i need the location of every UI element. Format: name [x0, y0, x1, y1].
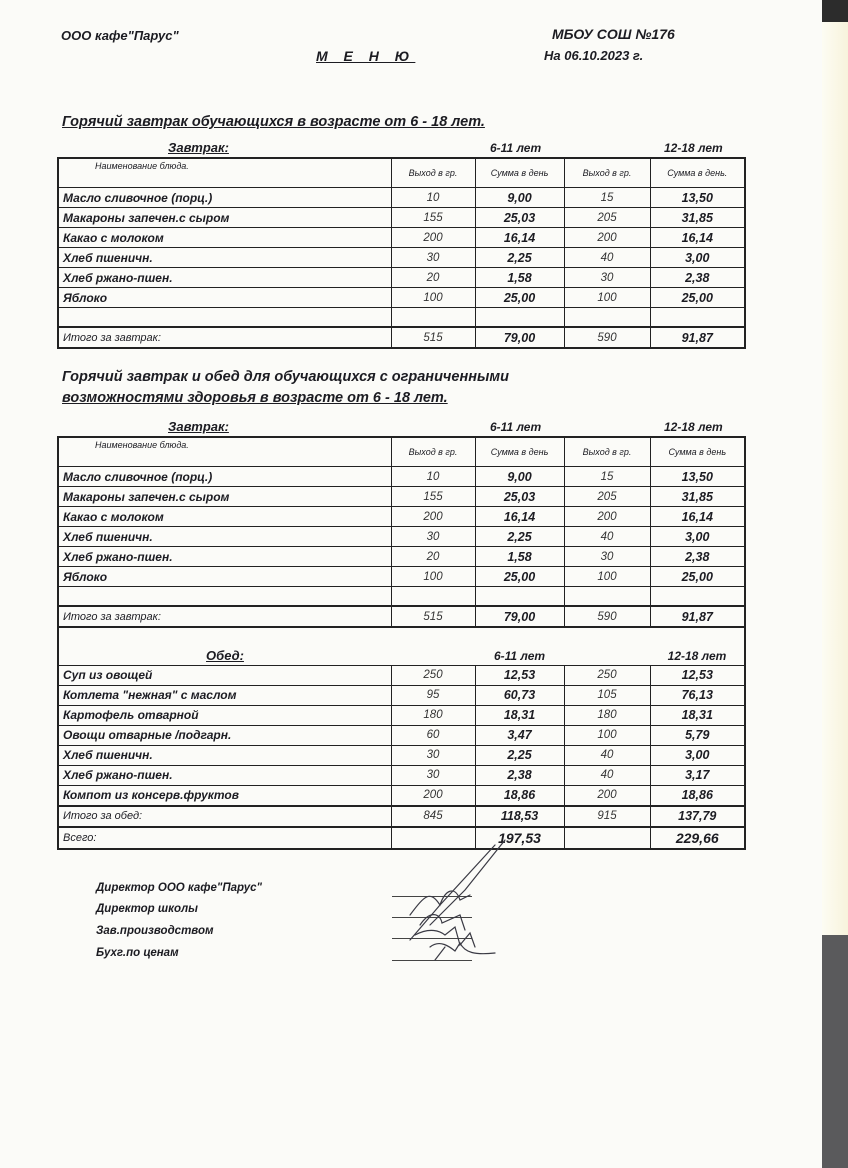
- yield-6-11: 10: [391, 188, 475, 208]
- yield-6-11: 155: [391, 487, 475, 507]
- table-row: [58, 188, 745, 208]
- grand-total-label: Всего:: [58, 827, 391, 849]
- total-sum-12-18: 91,87: [650, 327, 745, 348]
- sum-6-11: 16,14: [475, 507, 564, 527]
- sum-12-18: 18,86: [650, 785, 745, 806]
- total-yield-12-18: 590: [564, 327, 650, 348]
- yield-12-18: 100: [564, 725, 650, 745]
- table-row: [58, 665, 745, 685]
- dish-name: Макароны запечен.с сыром: [58, 208, 391, 228]
- section2-title-line2: возможностями здоровья в возрасте от 6 - 18 лет.: [62, 390, 448, 406]
- sum-6-11: 1,58: [475, 547, 564, 567]
- yield-12-18: 200: [564, 507, 650, 527]
- sum-6-11: 18,31: [475, 705, 564, 725]
- sum-12-18: 3,00: [650, 248, 745, 268]
- page-title: М Е Н Ю: [316, 48, 416, 64]
- handwritten-signature-icon: [370, 835, 510, 975]
- section1-age-group-1: 6-11 лет: [490, 141, 542, 155]
- yield-6-11: 155: [391, 208, 475, 228]
- empty-row: [58, 587, 745, 607]
- table-row: [58, 208, 745, 228]
- col-header-yield: Выход в гр.: [391, 158, 475, 188]
- sum-6-11: 16,14: [475, 228, 564, 248]
- yield-12-18: 205: [564, 208, 650, 228]
- sum-6-11: 18,86: [475, 785, 564, 806]
- col-header-sum: Сумма в день.: [650, 158, 745, 188]
- yield-6-11: 200: [391, 785, 475, 806]
- dish-name: Хлеб пшеничн.: [58, 527, 391, 547]
- signature-label-cafe-director: Директор ООО кафе"Парус": [96, 882, 262, 894]
- col-header-yield: Выход в гр.: [564, 437, 650, 467]
- dish-name: Хлеб ржано-пшен.: [58, 268, 391, 288]
- grand-total-12-18: 229,66: [650, 827, 745, 849]
- breakfast-lunch-table: [57, 436, 746, 850]
- table-row: [58, 487, 745, 507]
- sum-12-18: 3,00: [650, 527, 745, 547]
- sum-12-18: 3,00: [650, 745, 745, 765]
- yield-12-18: 40: [564, 765, 650, 785]
- dish-name: Масло сливочное (порц.): [58, 188, 391, 208]
- org-left: ООО кафе"Парус": [61, 28, 179, 43]
- sum-12-18: 16,14: [650, 507, 745, 527]
- dish-name: Хлеб пшеничн.: [58, 745, 391, 765]
- col-header-name: Наименование блюда.: [58, 158, 391, 188]
- yield-12-18: 40: [564, 248, 650, 268]
- sum-12-18: 13,50: [650, 188, 745, 208]
- section2-meal-label: Завтрак:: [168, 419, 229, 434]
- yield-12-18: 30: [564, 547, 650, 567]
- sum-6-11: 2,25: [475, 745, 564, 765]
- sum-12-18: 13,50: [650, 467, 745, 487]
- dish-name: Овощи отварные /подгарн.: [58, 725, 391, 745]
- dish-name: Яблоко: [58, 288, 391, 308]
- table-row: [58, 527, 745, 547]
- yield-6-11: 100: [391, 288, 475, 308]
- yield-6-11: 60: [391, 725, 475, 745]
- sum-6-11: 3,47: [475, 725, 564, 745]
- section1-age-group-2: 12-18 лет: [664, 141, 723, 155]
- yield-12-18: 40: [564, 527, 650, 547]
- dish-name: Хлеб ржано-пшен.: [58, 765, 391, 785]
- yield-6-11: 20: [391, 547, 475, 567]
- table-header-row: [58, 437, 745, 467]
- yield-6-11: 30: [391, 765, 475, 785]
- sum-6-11: 25,03: [475, 208, 564, 228]
- col-header-sum: Сумма в день: [475, 437, 564, 467]
- table-row: [58, 567, 745, 587]
- table-row: [58, 765, 745, 785]
- dish-name: Картофель отварной: [58, 705, 391, 725]
- sum-12-18: 31,85: [650, 208, 745, 228]
- table-row: [58, 705, 745, 725]
- total-sum-12-18: 137,79: [650, 806, 745, 827]
- col-header-sum: Сумма в день: [475, 158, 564, 188]
- yield-12-18: 15: [564, 467, 650, 487]
- yield-12-18: 205: [564, 487, 650, 507]
- dish-name: Хлеб пшеничн.: [58, 248, 391, 268]
- total-yield-12-18: 915: [564, 806, 650, 827]
- lunch-age-group-1: 6-11 лет: [475, 627, 564, 665]
- total-row: [58, 606, 745, 627]
- table-row: [58, 745, 745, 765]
- col-header-sum: Сумма в день: [650, 437, 745, 467]
- yield-6-11: 20: [391, 268, 475, 288]
- yield-6-11: 30: [391, 745, 475, 765]
- sum-12-18: 18,31: [650, 705, 745, 725]
- total-label: Итого за завтрак:: [58, 606, 391, 627]
- sum-6-11: 60,73: [475, 685, 564, 705]
- signature-label-accountant: Бухг.по ценам: [96, 947, 179, 959]
- total-sum-6-11: 79,00: [475, 606, 564, 627]
- yield-6-11: 10: [391, 467, 475, 487]
- table-row: [58, 785, 745, 806]
- sum-12-18: 25,00: [650, 288, 745, 308]
- yield-12-18: 100: [564, 288, 650, 308]
- total-label: Итого за обед:: [58, 806, 391, 827]
- section2-title-line1: Горячий завтрак и обед для обучающихся с ограниченными: [62, 369, 509, 385]
- section1-title: Горячий завтрак обучающихся в возрасте от 6 - 18 лет.: [62, 114, 485, 130]
- total-row: [58, 327, 745, 348]
- sum-6-11: 9,00: [475, 467, 564, 487]
- sum-6-11: 1,58: [475, 268, 564, 288]
- sum-6-11: 2,25: [475, 248, 564, 268]
- section2-age-group-1: 6-11 лет: [490, 420, 542, 434]
- sum-6-11: 25,00: [475, 288, 564, 308]
- col-header-yield: Выход в гр.: [564, 158, 650, 188]
- sum-12-18: 31,85: [650, 487, 745, 507]
- dish-name: Какао с молоком: [58, 507, 391, 527]
- dish-name: Яблоко: [58, 567, 391, 587]
- sum-12-18: 3,17: [650, 765, 745, 785]
- sum-6-11: 9,00: [475, 188, 564, 208]
- sum-12-18: 2,38: [650, 547, 745, 567]
- sum-12-18: 12,53: [650, 665, 745, 685]
- sum-6-11: 25,03: [475, 487, 564, 507]
- dish-name: Хлеб ржано-пшен.: [58, 547, 391, 567]
- yield-6-11: 250: [391, 665, 475, 685]
- table-row: [58, 228, 745, 248]
- sum-12-18: 76,13: [650, 685, 745, 705]
- yield-12-18: 180: [564, 705, 650, 725]
- dish-name: Макароны запечен.с сыром: [58, 487, 391, 507]
- col-header-yield: Выход в гр.: [391, 437, 475, 467]
- total-label: Итого за завтрак:: [58, 327, 391, 348]
- sum-12-18: 25,00: [650, 567, 745, 587]
- table-header-row: [58, 158, 745, 188]
- yield-6-11: 200: [391, 507, 475, 527]
- yield-12-18: 40: [564, 745, 650, 765]
- total-yield-6-11: 515: [391, 606, 475, 627]
- menu-date: На 06.10.2023 г.: [544, 48, 644, 63]
- total-yield-6-11: 845: [391, 806, 475, 827]
- table-row: [58, 725, 745, 745]
- table-row: [58, 288, 745, 308]
- table-row: [58, 685, 745, 705]
- lunch-subheader-row: [58, 627, 745, 665]
- scan-edge: [822, 0, 848, 1168]
- dish-name: Компот из консерв.фруктов: [58, 785, 391, 806]
- total-yield-12-18: 590: [564, 606, 650, 627]
- yield-6-11: 200: [391, 228, 475, 248]
- total-row: [58, 806, 745, 827]
- sum-12-18: 5,79: [650, 725, 745, 745]
- dish-name: Суп из овощей: [58, 665, 391, 685]
- yield-12-18: 200: [564, 785, 650, 806]
- sum-6-11: 2,38: [475, 765, 564, 785]
- table-row: [58, 248, 745, 268]
- section1-meal-label: Завтрак:: [168, 140, 229, 155]
- yield-6-11: 100: [391, 567, 475, 587]
- grand-total-6-11: 197,53: [475, 827, 564, 849]
- yield-12-18: 200: [564, 228, 650, 248]
- empty-row: [58, 308, 745, 328]
- signature-label-production-head: Зав.производством: [96, 925, 214, 937]
- breakfast-table-1: [57, 157, 746, 349]
- dish-name: Какао с молоком: [58, 228, 391, 248]
- table-row: [58, 467, 745, 487]
- table-row: [58, 268, 745, 288]
- lunch-age-group-2: 12-18 лет: [650, 627, 745, 665]
- sum-6-11: 2,25: [475, 527, 564, 547]
- sum-12-18: 16,14: [650, 228, 745, 248]
- scan-edge-top: [822, 0, 848, 22]
- yield-6-11: 95: [391, 685, 475, 705]
- lunch-label: Обед:: [58, 627, 391, 665]
- table-row: [58, 507, 745, 527]
- yield-12-18: 100: [564, 567, 650, 587]
- total-sum-6-11: 79,00: [475, 327, 564, 348]
- sum-6-11: 12,53: [475, 665, 564, 685]
- sum-6-11: 25,00: [475, 567, 564, 587]
- total-sum-6-11: 118,53: [475, 806, 564, 827]
- dish-name: Масло сливочное (порц.): [58, 467, 391, 487]
- yield-6-11: 30: [391, 527, 475, 547]
- total-yield-6-11: 515: [391, 327, 475, 348]
- col-header-name: Наименование блюда.: [58, 437, 391, 467]
- total-sum-12-18: 91,87: [650, 606, 745, 627]
- yield-12-18: 15: [564, 188, 650, 208]
- yield-6-11: 180: [391, 705, 475, 725]
- yield-12-18: 30: [564, 268, 650, 288]
- scan-edge-bottom: [822, 935, 848, 1168]
- sum-12-18: 2,38: [650, 268, 745, 288]
- signature-label-school-director: Директор школы: [96, 903, 198, 915]
- table-row: [58, 547, 745, 567]
- org-right: МБОУ СОШ №176: [552, 26, 675, 42]
- dish-name: Котлета "нежная" с маслом: [58, 685, 391, 705]
- yield-12-18: 250: [564, 665, 650, 685]
- yield-12-18: 105: [564, 685, 650, 705]
- section2-age-group-2: 12-18 лет: [664, 420, 723, 434]
- yield-6-11: 30: [391, 248, 475, 268]
